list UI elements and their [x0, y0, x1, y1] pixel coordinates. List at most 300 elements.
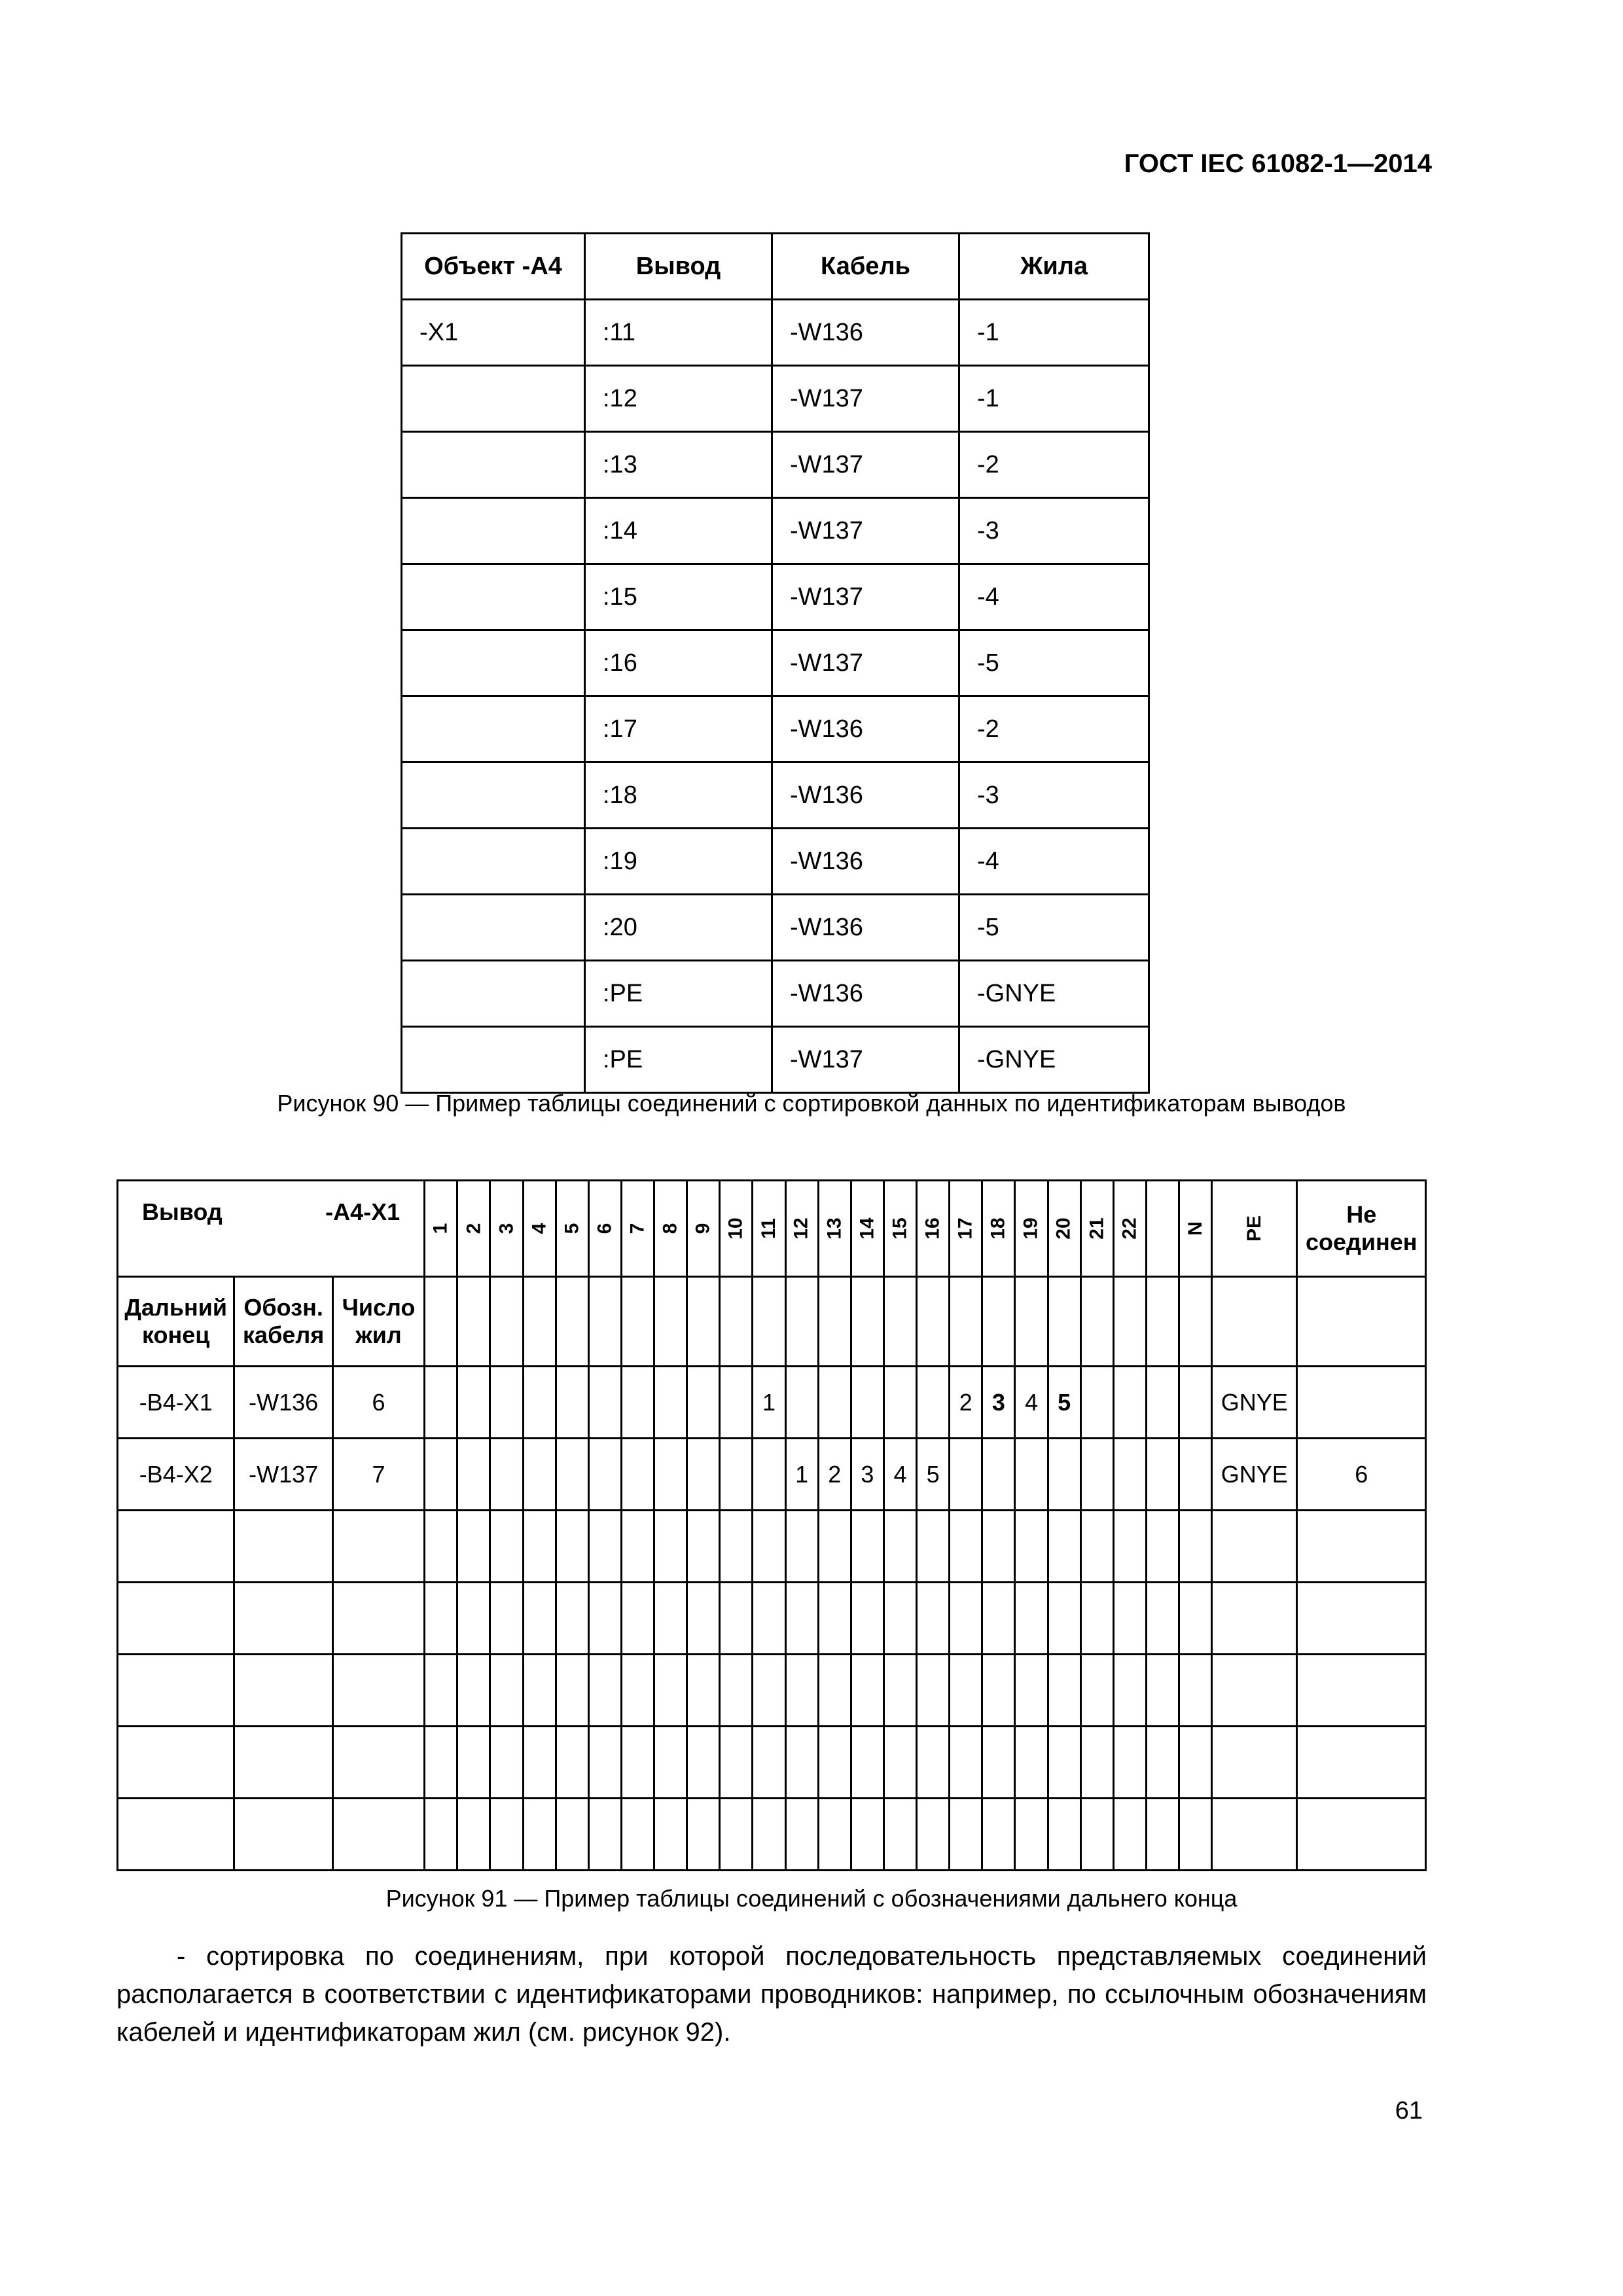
connection-table-sorted-by-terminal: [401, 232, 1150, 1094]
table-cell: [118, 1727, 234, 1799]
table-cell: [654, 1655, 687, 1727]
table-cell: [234, 1727, 332, 1799]
table-cell: -W137: [772, 498, 959, 564]
pin-header: [621, 1181, 654, 1277]
table-cell: [490, 1277, 523, 1367]
table-cell: -W137: [772, 366, 959, 432]
table-cell: [402, 498, 585, 564]
column-header: Объект -А4: [402, 234, 585, 300]
pin-cell: [588, 1367, 621, 1439]
table-cell: -W137: [772, 564, 959, 630]
table-cell: [654, 1277, 687, 1367]
pin-label: 1: [429, 1223, 452, 1234]
table-cell: [621, 1583, 654, 1655]
pin-cell: [1048, 1439, 1080, 1511]
table-cell: [917, 1799, 950, 1871]
table-cell: -1: [959, 300, 1149, 366]
pin-header: [785, 1181, 818, 1277]
pin-cell: [490, 1367, 523, 1439]
table-cell: [654, 1799, 687, 1871]
table-cell: [425, 1655, 457, 1727]
body-paragraph: [116, 1937, 1427, 2051]
figure-caption: Рисунок 91 — Пример таблицы соединений с обозначениями дальнего конца: [385, 1885, 1238, 1912]
table-row: [402, 829, 1149, 895]
table-cell: [457, 1799, 490, 1871]
table-cell: :18: [585, 762, 772, 829]
table-cell: [753, 1655, 785, 1727]
table-cell: [851, 1655, 883, 1727]
table-cell: [982, 1583, 1015, 1655]
table-cell: [851, 1511, 883, 1583]
table-row: [118, 1727, 1426, 1799]
pin-cell: [1146, 1367, 1179, 1439]
table-cell: -3: [959, 498, 1149, 564]
table-cell: [1146, 1511, 1179, 1583]
table-cell: :12: [585, 366, 772, 432]
pin-cell: 3: [982, 1367, 1015, 1439]
table-cell: [332, 1727, 424, 1799]
table-cell: [425, 1727, 457, 1799]
pin-cell: [1080, 1367, 1113, 1439]
pin-header: [1015, 1181, 1048, 1277]
table-cell: [818, 1727, 851, 1799]
table-cell: [982, 1277, 1015, 1367]
table-cell: :20: [585, 895, 772, 961]
table-cell: [950, 1277, 982, 1367]
table-cell: [1080, 1727, 1113, 1799]
table-cell: [1113, 1277, 1146, 1367]
table-cell: [720, 1583, 753, 1655]
table-cell: [1297, 1727, 1426, 1799]
table-cell: [118, 1511, 234, 1583]
column-header: Кабель: [772, 234, 959, 300]
pin-label: 6: [594, 1223, 616, 1234]
table-row: [402, 762, 1149, 829]
table-cell: -2: [959, 696, 1149, 762]
pin-label: PE: [1243, 1215, 1265, 1242]
table-row: [118, 1367, 1426, 1439]
table-cell: [753, 1727, 785, 1799]
pin-cell: GNYE: [1212, 1439, 1297, 1511]
table-cell: [332, 1799, 424, 1871]
table-cell: [950, 1511, 982, 1583]
table-cell: [621, 1727, 654, 1799]
terminal-object: -А4-X1: [325, 1198, 401, 1225]
pin-label: 2: [462, 1223, 484, 1234]
table-row: [402, 300, 1149, 366]
table-cell: [332, 1583, 424, 1655]
table-cell: [118, 1799, 234, 1871]
table-cell: [588, 1727, 621, 1799]
table-cell: [720, 1277, 753, 1367]
table-cell: [425, 1511, 457, 1583]
table-cell: [753, 1799, 785, 1871]
column-header: Жила: [959, 234, 1149, 300]
table-header-row: [402, 234, 1149, 300]
table-cell: [1080, 1655, 1113, 1727]
pin-header: [950, 1181, 982, 1277]
table-cell: [332, 1511, 424, 1583]
table-cell: [1113, 1799, 1146, 1871]
table-cell: [1113, 1655, 1146, 1727]
subheader-cell: Дальний конец: [118, 1277, 234, 1367]
table-cell: -4: [959, 564, 1149, 630]
pin-cell: [818, 1367, 851, 1439]
table-cell: [917, 1583, 950, 1655]
table-cell: [1080, 1583, 1113, 1655]
table-cell: [1146, 1727, 1179, 1799]
pin-cell: [687, 1367, 720, 1439]
pin-header: [1146, 1181, 1179, 1277]
pin-header: [457, 1181, 490, 1277]
table-cell: [621, 1511, 654, 1583]
table-cell: [588, 1277, 621, 1367]
pin-header: [818, 1181, 851, 1277]
table-subheader-row: [118, 1277, 1426, 1367]
table-cell: :11: [585, 300, 772, 366]
pin-header: [654, 1181, 687, 1277]
table-cell: [1015, 1655, 1048, 1727]
table-cell: [818, 1655, 851, 1727]
table-cell: :14: [585, 498, 772, 564]
table-row: [402, 630, 1149, 696]
table-row: [402, 366, 1149, 432]
table-cell: [1048, 1727, 1080, 1799]
document-header: ГОСТ IEC 61082-1—2014: [1124, 149, 1432, 178]
pin-cell: 2: [950, 1367, 982, 1439]
table-cell: [1212, 1277, 1297, 1367]
table-cell: [883, 1583, 916, 1655]
table-cell: -GNYE: [959, 1027, 1149, 1093]
pin-cell: [556, 1367, 588, 1439]
table-cell: -В4-X2: [118, 1439, 234, 1511]
table-cell: [654, 1727, 687, 1799]
terminal-label: Вывод: [142, 1198, 223, 1225]
table-cell: [1080, 1511, 1113, 1583]
table-cell: [818, 1799, 851, 1871]
table-cell: [402, 366, 585, 432]
table-cell: [818, 1511, 851, 1583]
table-cell: -X1: [402, 300, 585, 366]
table-cell: [523, 1799, 556, 1871]
table-cell: -GNYE: [959, 961, 1149, 1027]
pin-header: [425, 1181, 457, 1277]
table-cell: [917, 1655, 950, 1727]
page-number: 61: [1395, 2097, 1423, 2125]
pin-header: [687, 1181, 720, 1277]
table-cell: [402, 961, 585, 1027]
pin-cell: [982, 1439, 1015, 1511]
table-cell: [1146, 1277, 1179, 1367]
pin-cell: [425, 1367, 457, 1439]
table-cell: [1212, 1583, 1297, 1655]
table-cell: [851, 1727, 883, 1799]
table-cell: [950, 1583, 982, 1655]
table-cell: [1297, 1367, 1426, 1439]
table-cell: [982, 1799, 1015, 1871]
table-cell: -W136: [234, 1367, 332, 1439]
table-cell: [556, 1511, 588, 1583]
table-cell: [687, 1277, 720, 1367]
table-cell: [621, 1655, 654, 1727]
table-cell: [457, 1583, 490, 1655]
pin-cell: [523, 1367, 556, 1439]
table-cell: [1146, 1655, 1179, 1727]
table-cell: -В4-X1: [118, 1367, 234, 1439]
table-cell: [1015, 1511, 1048, 1583]
table-cell: [621, 1277, 654, 1367]
table-cell: [523, 1277, 556, 1367]
pin-cell: 5: [917, 1439, 950, 1511]
table-cell: [818, 1277, 851, 1367]
pin-label: 22: [1118, 1217, 1141, 1240]
pin-cell: 4: [883, 1439, 916, 1511]
pin-cell: 3: [851, 1439, 883, 1511]
paragraph-text: - сортировка по соединениям, при которой последовательность представляемых соединений располагается в соответствии с идентификаторами проводников: например, по ссылочным обозначениям кабелей и идентификаторам жил (см. рисунок 92).: [116, 1942, 1427, 2047]
pin-label: 20: [1053, 1217, 1075, 1240]
pin-cell: 4: [1015, 1367, 1048, 1439]
table-cell: [1179, 1655, 1212, 1727]
table-cell: -1: [959, 366, 1149, 432]
table-cell: [523, 1511, 556, 1583]
pin-cell: [720, 1439, 753, 1511]
table-cell: [654, 1511, 687, 1583]
pin-cell: 2: [818, 1439, 851, 1511]
table-header-row: [118, 1181, 1426, 1277]
table-cell: [425, 1799, 457, 1871]
table-cell: [402, 1027, 585, 1093]
table-cell: [982, 1727, 1015, 1799]
pin-cell: [1113, 1367, 1146, 1439]
table-cell: -2: [959, 432, 1149, 498]
table-cell: :PE: [585, 1027, 772, 1093]
table-cell: :17: [585, 696, 772, 762]
pin-cell: [490, 1439, 523, 1511]
table-cell: [490, 1655, 523, 1727]
table-cell: [785, 1583, 818, 1655]
pin-label: 19: [1020, 1217, 1042, 1240]
table-cell: [234, 1511, 332, 1583]
table-cell: [332, 1655, 424, 1727]
pin-header: [753, 1181, 785, 1277]
table-cell: 6: [1297, 1439, 1426, 1511]
table-cell: [234, 1583, 332, 1655]
table-cell: [234, 1799, 332, 1871]
pin-label: 3: [495, 1223, 517, 1234]
table-cell: [1297, 1277, 1426, 1367]
table-cell: -4: [959, 829, 1149, 895]
pin-cell: [1015, 1439, 1048, 1511]
table-cell: [1048, 1583, 1080, 1655]
table-row: [402, 895, 1149, 961]
pin-cell: [785, 1367, 818, 1439]
pin-header: [523, 1181, 556, 1277]
table-cell: [883, 1655, 916, 1727]
table-cell: [556, 1277, 588, 1367]
table-cell: :19: [585, 829, 772, 895]
table-cell: [1015, 1727, 1048, 1799]
table-row: [402, 1027, 1149, 1093]
not-connected-header: Не соединен: [1297, 1181, 1426, 1277]
pin-cell: [1179, 1367, 1212, 1439]
subheader-cell: Обозн. кабеля: [234, 1277, 332, 1367]
table-cell: [851, 1583, 883, 1655]
table-cell: :13: [585, 432, 772, 498]
table-cell: [490, 1583, 523, 1655]
pin-label: 8: [659, 1223, 681, 1234]
table-cell: [753, 1583, 785, 1655]
table-cell: [1146, 1799, 1179, 1871]
table-cell: [523, 1727, 556, 1799]
pin-cell: [883, 1367, 916, 1439]
pin-cell: [523, 1439, 556, 1511]
table-cell: [556, 1655, 588, 1727]
pin-header: [556, 1181, 588, 1277]
table-cell: 7: [332, 1439, 424, 1511]
pin-cell: [1146, 1439, 1179, 1511]
table-cell: [588, 1655, 621, 1727]
table-cell: [1212, 1727, 1297, 1799]
pin-cell: [654, 1367, 687, 1439]
table-row: [402, 961, 1149, 1027]
table-cell: -W136: [772, 961, 959, 1027]
table-cell: [1297, 1799, 1426, 1871]
table-cell: [457, 1727, 490, 1799]
table-cell: :PE: [585, 961, 772, 1027]
table-cell: [1080, 1277, 1113, 1367]
pin-cell: [1113, 1439, 1146, 1511]
table-cell: [1179, 1277, 1212, 1367]
table-cell: [457, 1511, 490, 1583]
pin-cell: [851, 1367, 883, 1439]
table-cell: :16: [585, 630, 772, 696]
table-cell: [588, 1583, 621, 1655]
table-cell: [1297, 1511, 1426, 1583]
pin-header: [1113, 1181, 1146, 1277]
table-cell: [720, 1727, 753, 1799]
table-cell: [753, 1511, 785, 1583]
table-cell: [982, 1655, 1015, 1727]
table-cell: [917, 1727, 950, 1799]
table-cell: [1015, 1277, 1048, 1367]
table-cell: [785, 1511, 818, 1583]
table-cell: [720, 1655, 753, 1727]
table-cell: -3: [959, 762, 1149, 829]
pin-cell: [753, 1439, 785, 1511]
table-cell: [234, 1655, 332, 1727]
pin-label: 17: [954, 1217, 976, 1240]
table-cell: [1297, 1655, 1426, 1727]
table-cell: [785, 1727, 818, 1799]
table-cell: [523, 1655, 556, 1727]
table-cell: [118, 1583, 234, 1655]
table-cell: [621, 1799, 654, 1871]
pin-cell: [425, 1439, 457, 1511]
table-cell: [785, 1655, 818, 1727]
table-cell: -W137: [772, 630, 959, 696]
table-row: [402, 564, 1149, 630]
table-cell: [457, 1655, 490, 1727]
table-cell: -W137: [772, 1027, 959, 1093]
table-row: [402, 696, 1149, 762]
table-cell: 6: [332, 1367, 424, 1439]
subheader-cell: Число жил: [332, 1277, 424, 1367]
table-cell: [1297, 1583, 1426, 1655]
table-cell: [1048, 1277, 1080, 1367]
table-cell: -W137: [772, 432, 959, 498]
pin-cell: 1: [785, 1439, 818, 1511]
pin-header: [720, 1181, 753, 1277]
pin-cell: [621, 1367, 654, 1439]
table-cell: [1015, 1583, 1048, 1655]
table-row: [118, 1439, 1426, 1511]
pin-label: 14: [856, 1217, 878, 1240]
table-cell: :15: [585, 564, 772, 630]
table-cell: -W136: [772, 829, 959, 895]
pin-label: 13: [823, 1217, 846, 1240]
pin-label: 15: [889, 1217, 911, 1240]
pin-label: 7: [626, 1223, 649, 1234]
pin-label: 9: [692, 1223, 714, 1234]
table-cell: [402, 895, 585, 961]
table-cell: [1048, 1511, 1080, 1583]
table-cell: [425, 1583, 457, 1655]
table-cell: [753, 1277, 785, 1367]
pin-label: N: [1184, 1221, 1206, 1236]
table-cell: [1048, 1655, 1080, 1727]
table-cell: [950, 1799, 982, 1871]
pin-header: [1179, 1181, 1212, 1277]
table-cell: [851, 1799, 883, 1871]
column-header: Вывод: [585, 234, 772, 300]
pin-cell: [950, 1439, 982, 1511]
table-cell: [556, 1799, 588, 1871]
pin-cell: [687, 1439, 720, 1511]
pin-cell: [556, 1439, 588, 1511]
pin-header: [1080, 1181, 1113, 1277]
pin-label: 21: [1086, 1217, 1108, 1240]
table-cell: [785, 1277, 818, 1367]
table-cell: [425, 1277, 457, 1367]
table-cell: [1080, 1799, 1113, 1871]
table-cell: [1179, 1727, 1212, 1799]
table-cell: [523, 1583, 556, 1655]
table-cell: [883, 1799, 916, 1871]
table-cell: [402, 564, 585, 630]
table-cell: [883, 1277, 916, 1367]
table-cell: [950, 1655, 982, 1727]
pin-label: 4: [528, 1223, 550, 1234]
table-cell: -W136: [772, 696, 959, 762]
table-cell: [851, 1277, 883, 1367]
table-cell: [917, 1277, 950, 1367]
pin-label: 5: [561, 1223, 583, 1234]
pin-cell: [1179, 1439, 1212, 1511]
table-cell: [687, 1583, 720, 1655]
table-cell: [588, 1799, 621, 1871]
pin-label: 10: [724, 1217, 747, 1240]
pin-cell: 5: [1048, 1367, 1080, 1439]
table-cell: [1212, 1511, 1297, 1583]
table-cell: -W136: [772, 762, 959, 829]
table-cell: [687, 1799, 720, 1871]
pin-label: 11: [757, 1218, 779, 1239]
table-cell: [1015, 1799, 1048, 1871]
table-cell: -W137: [234, 1439, 332, 1511]
table-cell: [490, 1799, 523, 1871]
terminal-header-cell: [118, 1181, 425, 1277]
pin-label: 18: [987, 1217, 1009, 1240]
